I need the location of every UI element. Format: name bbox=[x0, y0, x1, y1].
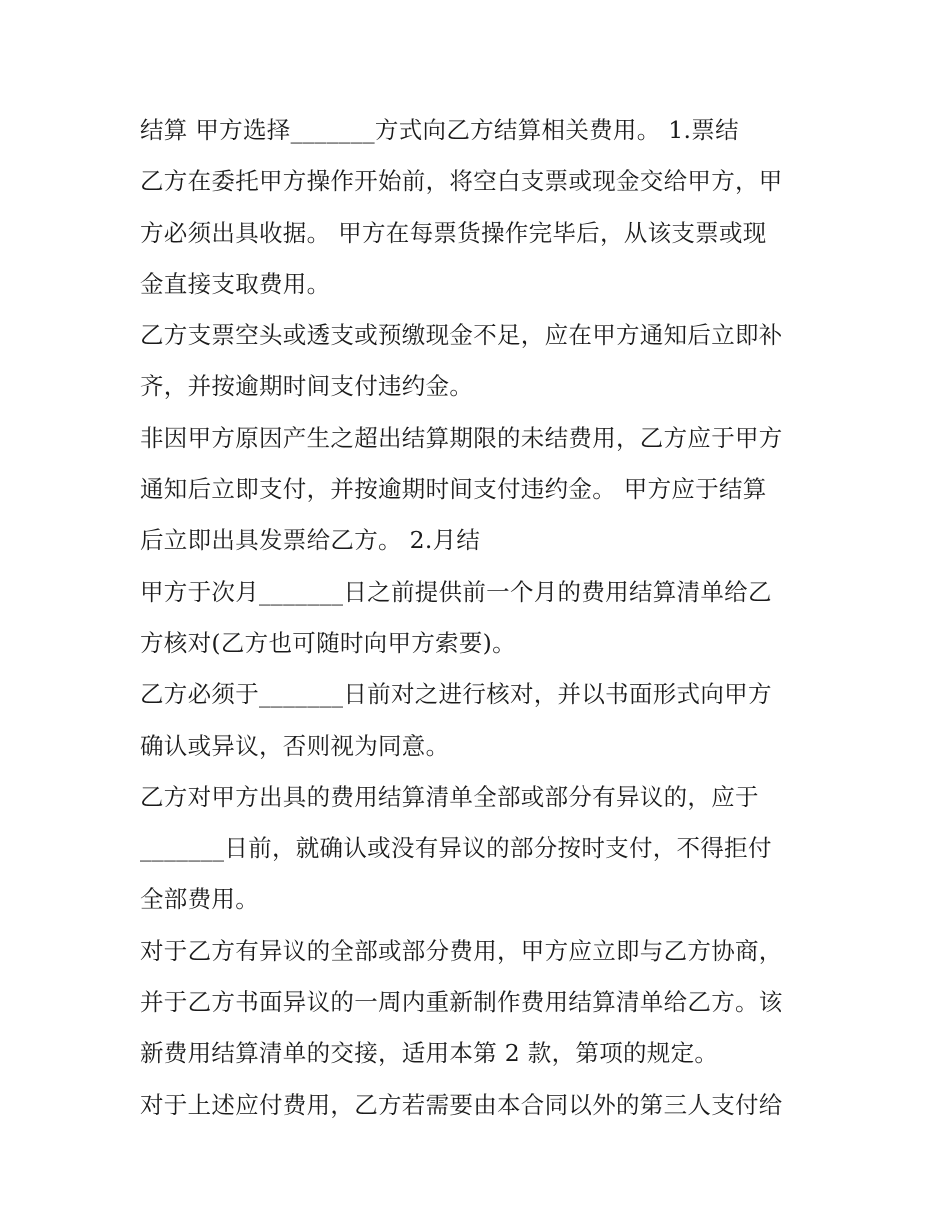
text-line-13: 确认或异议，否则视为同意。 bbox=[140, 731, 450, 760]
text-line-16: 全部费用。 bbox=[140, 885, 259, 914]
text-line-3: 方必须出具收据。 甲方在每票货操作完毕后，从该支票或现 bbox=[140, 218, 767, 247]
text-line-8: 通知后立即支付，并按逾期时间支付违约金。 甲方应于结算 bbox=[140, 475, 767, 504]
text-line-1: 结算 甲方选择_______方式向乙方结算相关费用。 1.票结 bbox=[140, 116, 739, 144]
text-line-19: 新费用结算清单的交接，适用本第 2 款，第项的规定。 bbox=[140, 1039, 719, 1068]
text-line-18: 并于乙方书面异议的一周内重新制作费用结算清单给乙方。该 bbox=[140, 988, 783, 1017]
text-line-4: 金直接支取费用。 bbox=[140, 269, 331, 298]
text-line-12: 乙方必须于_______日前对之进行核对，并以书面形式向甲方 bbox=[140, 680, 772, 709]
text-line-20: 对于上述应付费用，乙方若需要由本合同以外的第三人支付给 bbox=[140, 1090, 783, 1119]
text-line-5: 乙方支票空头或透支或预缴现金不足，应在甲方通知后立即补 bbox=[140, 321, 783, 350]
text-line-11: 方核对(乙方也可随时向甲方索要)。 bbox=[140, 628, 516, 657]
text-line-17: 对于乙方有异议的全部或部分费用，甲方应立即与乙方协商， bbox=[140, 936, 783, 965]
text-line-10: 甲方于次月_______日之前提供前一个月的费用结算清单给乙 bbox=[140, 577, 772, 606]
contract-text bbox=[140, 107, 820, 1133]
text-line-2: 乙方在委托甲方操作开始前，将空白支票或现金交给甲方，甲 bbox=[140, 167, 783, 196]
text-line-6: 齐，并按逾期时间支付违约金。 bbox=[140, 372, 474, 401]
text-line-9: 后立即出具发票给乙方。 2.月结 bbox=[140, 526, 481, 555]
text-line-15: _______日前，就确认或没有异议的部分按时支付，不得拒付 bbox=[140, 834, 772, 863]
text-line-7: 非因甲方原因产生之超出结算期限的未结费用，乙方应于甲方 bbox=[140, 423, 783, 452]
text-line-14: 乙方对甲方出具的费用结算清单全部或部分有异议的，应于 bbox=[140, 782, 759, 811]
